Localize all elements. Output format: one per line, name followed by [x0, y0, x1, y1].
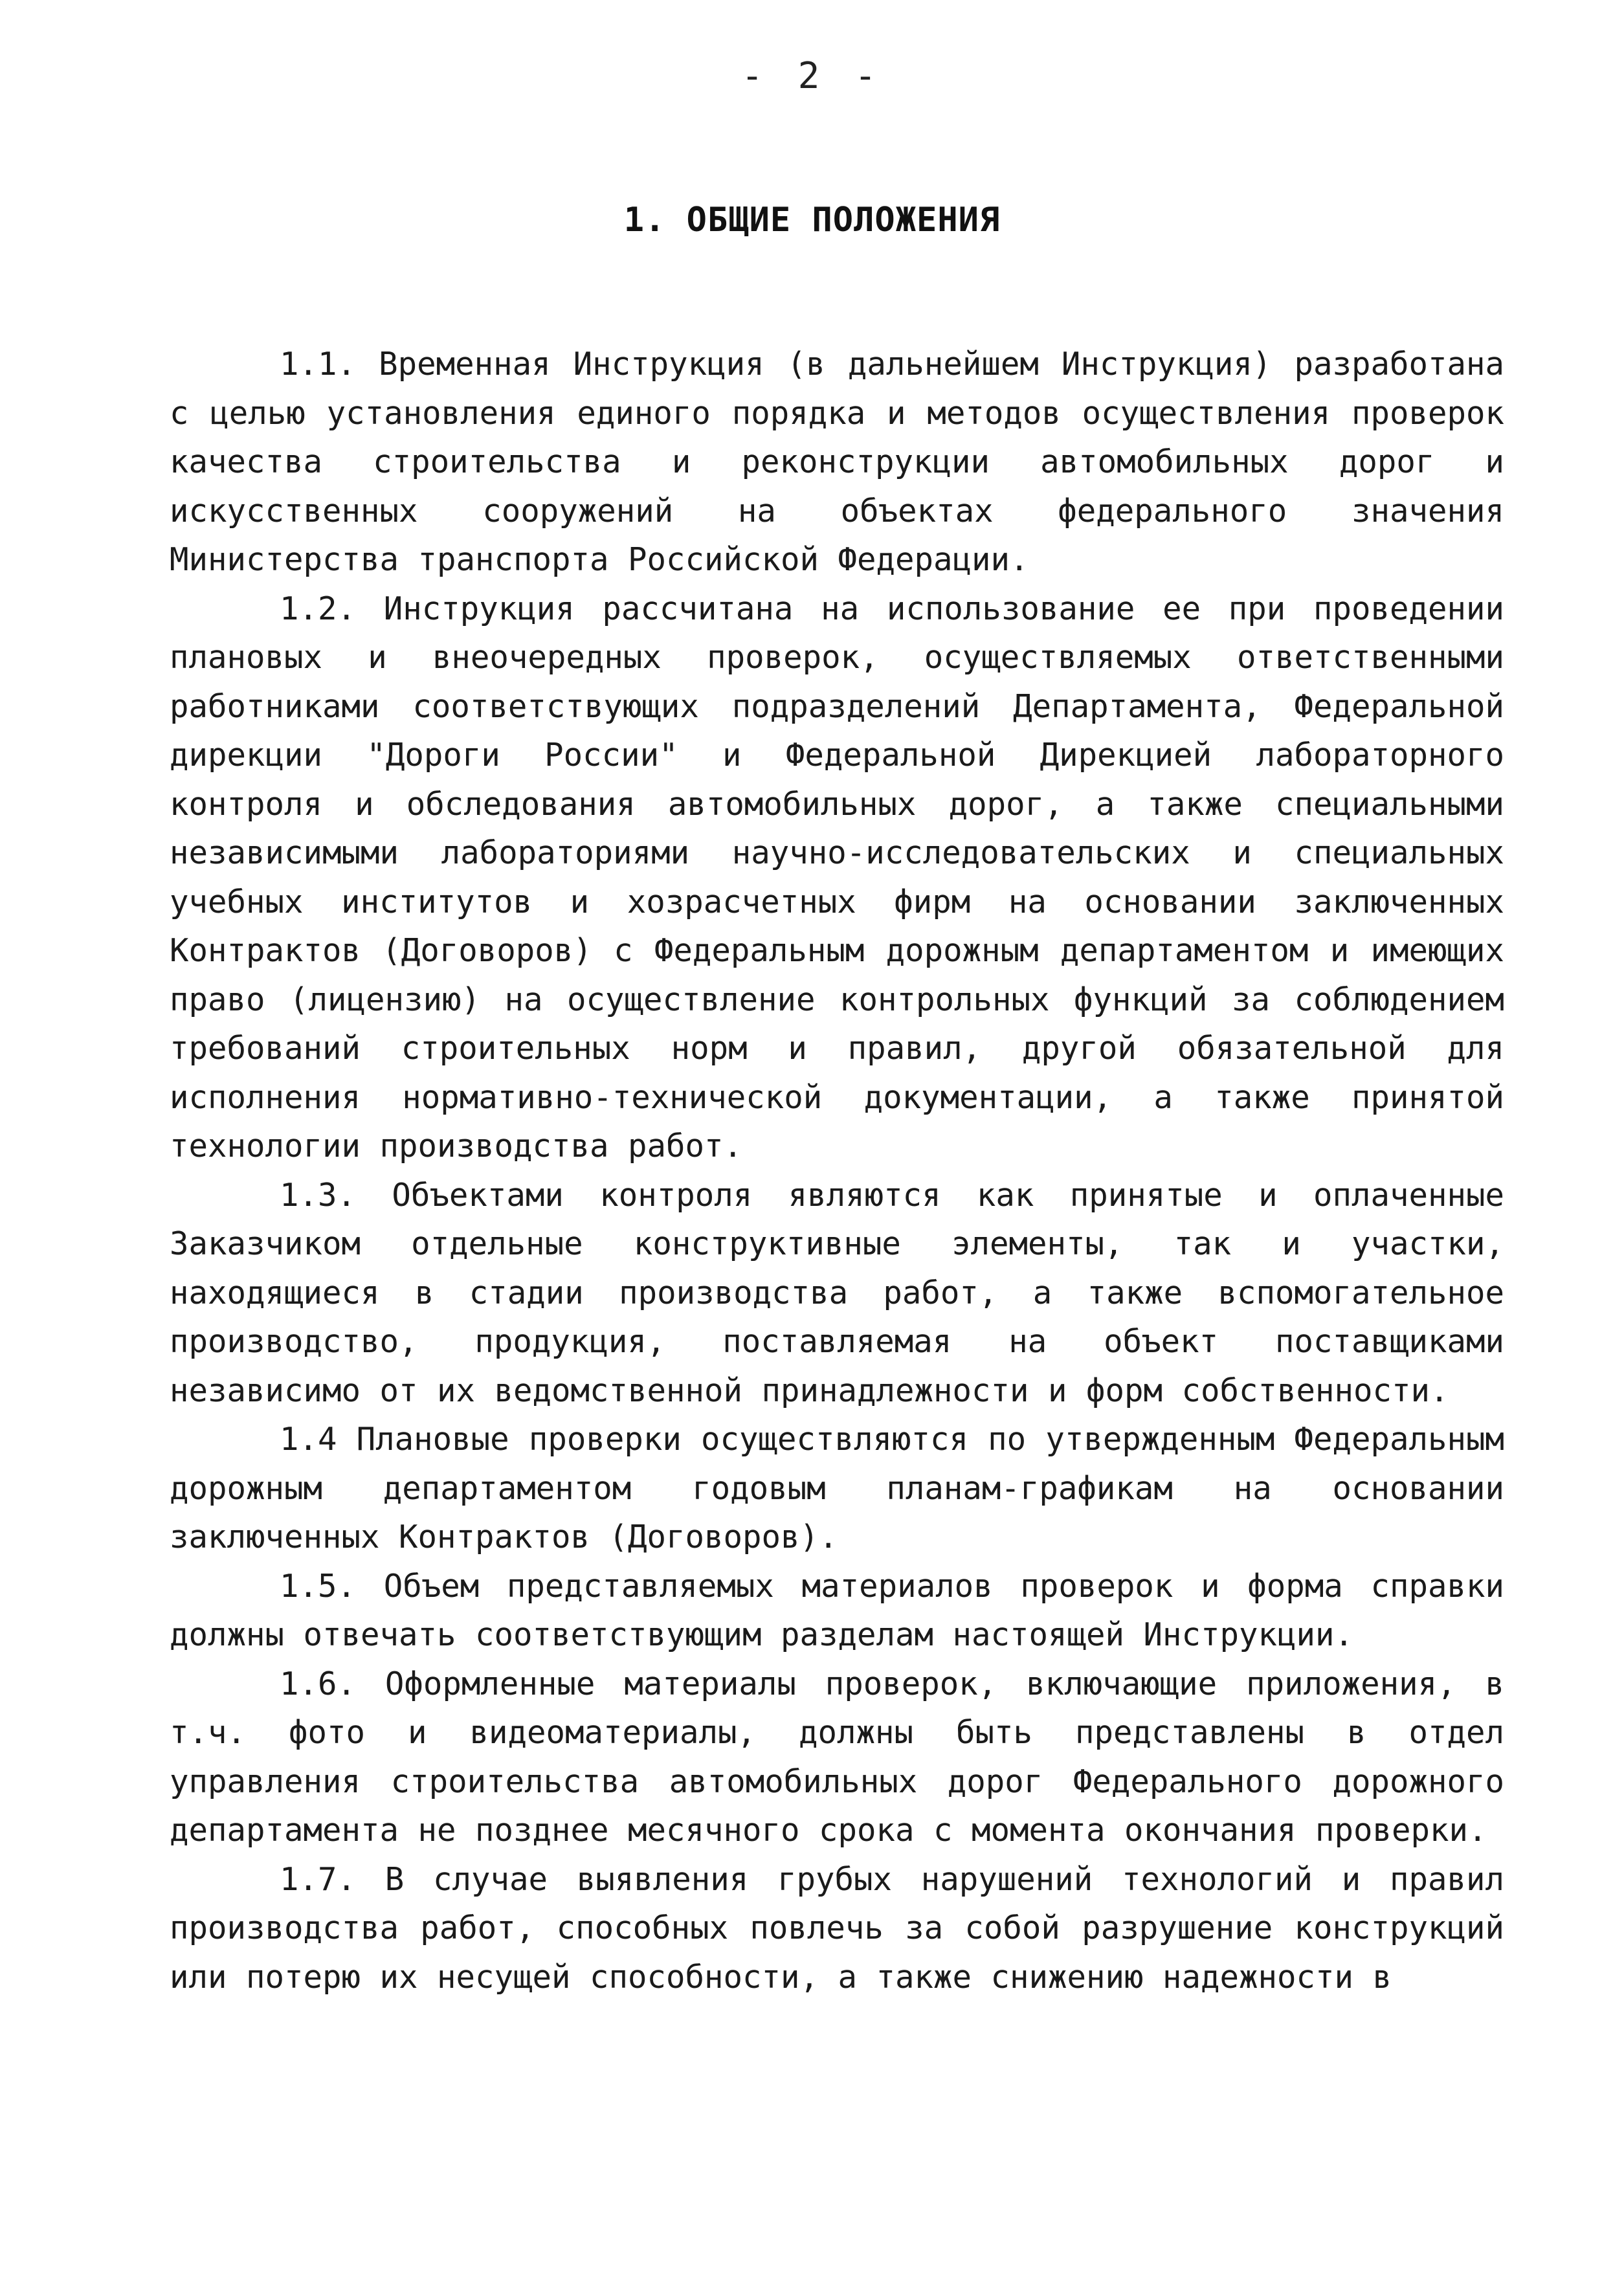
paragraph-1-1: 1.1. Временная Инструкция (в дальнейшем Инструкция) разработана с целью установления единого порядка и методов осуществления проверок качества строительства и реконструкции автомобильных дорог и искусственных сооружений на объектах федерального значения Министерства транспорта Российской Федерации. [170, 346, 1504, 578]
paragraph-1-5: 1.5. Объем представляемых материалов проверок и форма справки должны отвечать соответствующим разделам настоящей Инструкции. [170, 1567, 1504, 1653]
page-number: - 2 - [741, 55, 883, 97]
paragraph-1-2: 1.2. Инструкция рассчитана на использование ее при проведении плановых и внеочередных проверок, осуществляемых ответственными работниками соответствующих подразделений Департамента, Федеральной дирекции "Дороги России" и Федеральной Дирекцией лабораторного контроля и обследования автомобильных дорог, а также специальными независимыми лабораториями научно-исследовательских и специальных учебных институтов и хозрасчетных фирм на основании заключенных Контрактов (Договоров) с Федеральным дорожным департаментом и имеющих право (лицензию) на осуществление контрольных функций за соблюдением требований строительных норм и правил, другой обязательной для исполнения нормативно-технической документации, а также принятой технологии производства работ. [170, 590, 1504, 1164]
paragraph-1-3: 1.3. Объектами контроля являются как принятые и оплаченные Заказчиком отдельные конструктивные элементы, так и участки, находящиеся в стадии производства работ, а также вспомогательное производство, продукция, поставляемая на объект поставщиками независимо от их ведомственной принадлежности и форм собственности. [170, 1176, 1504, 1409]
paragraph-1-7: 1.7. В случае выявления грубых нарушений технологий и правил производства работ, способных повлечь за собой разрушение конструкций или потерю их несущей способности, а также снижению надежности в [170, 1860, 1504, 1996]
section-title: 1. ОБЩИЕ ПОЛОЖЕНИЯ [623, 201, 1001, 239]
paragraph-1-6: 1.6. Оформленные материалы проверок, включающие приложения, в т.ч. фото и видеоматериалы, должны быть представлены в отдел управления строительства автомобильных дорог Федерального дорожного департамента не позднее месячного срока с момента окончания проверки. [170, 1665, 1504, 1849]
paragraph-1-4: 1.4 Плановые проверки осуществляются по утвержденным Федеральным дорожным департаментом годовым планам-графикам на основании заключенных Контрактов (Договоров). [170, 1421, 1504, 1555]
body-text [170, 340, 1504, 2001]
